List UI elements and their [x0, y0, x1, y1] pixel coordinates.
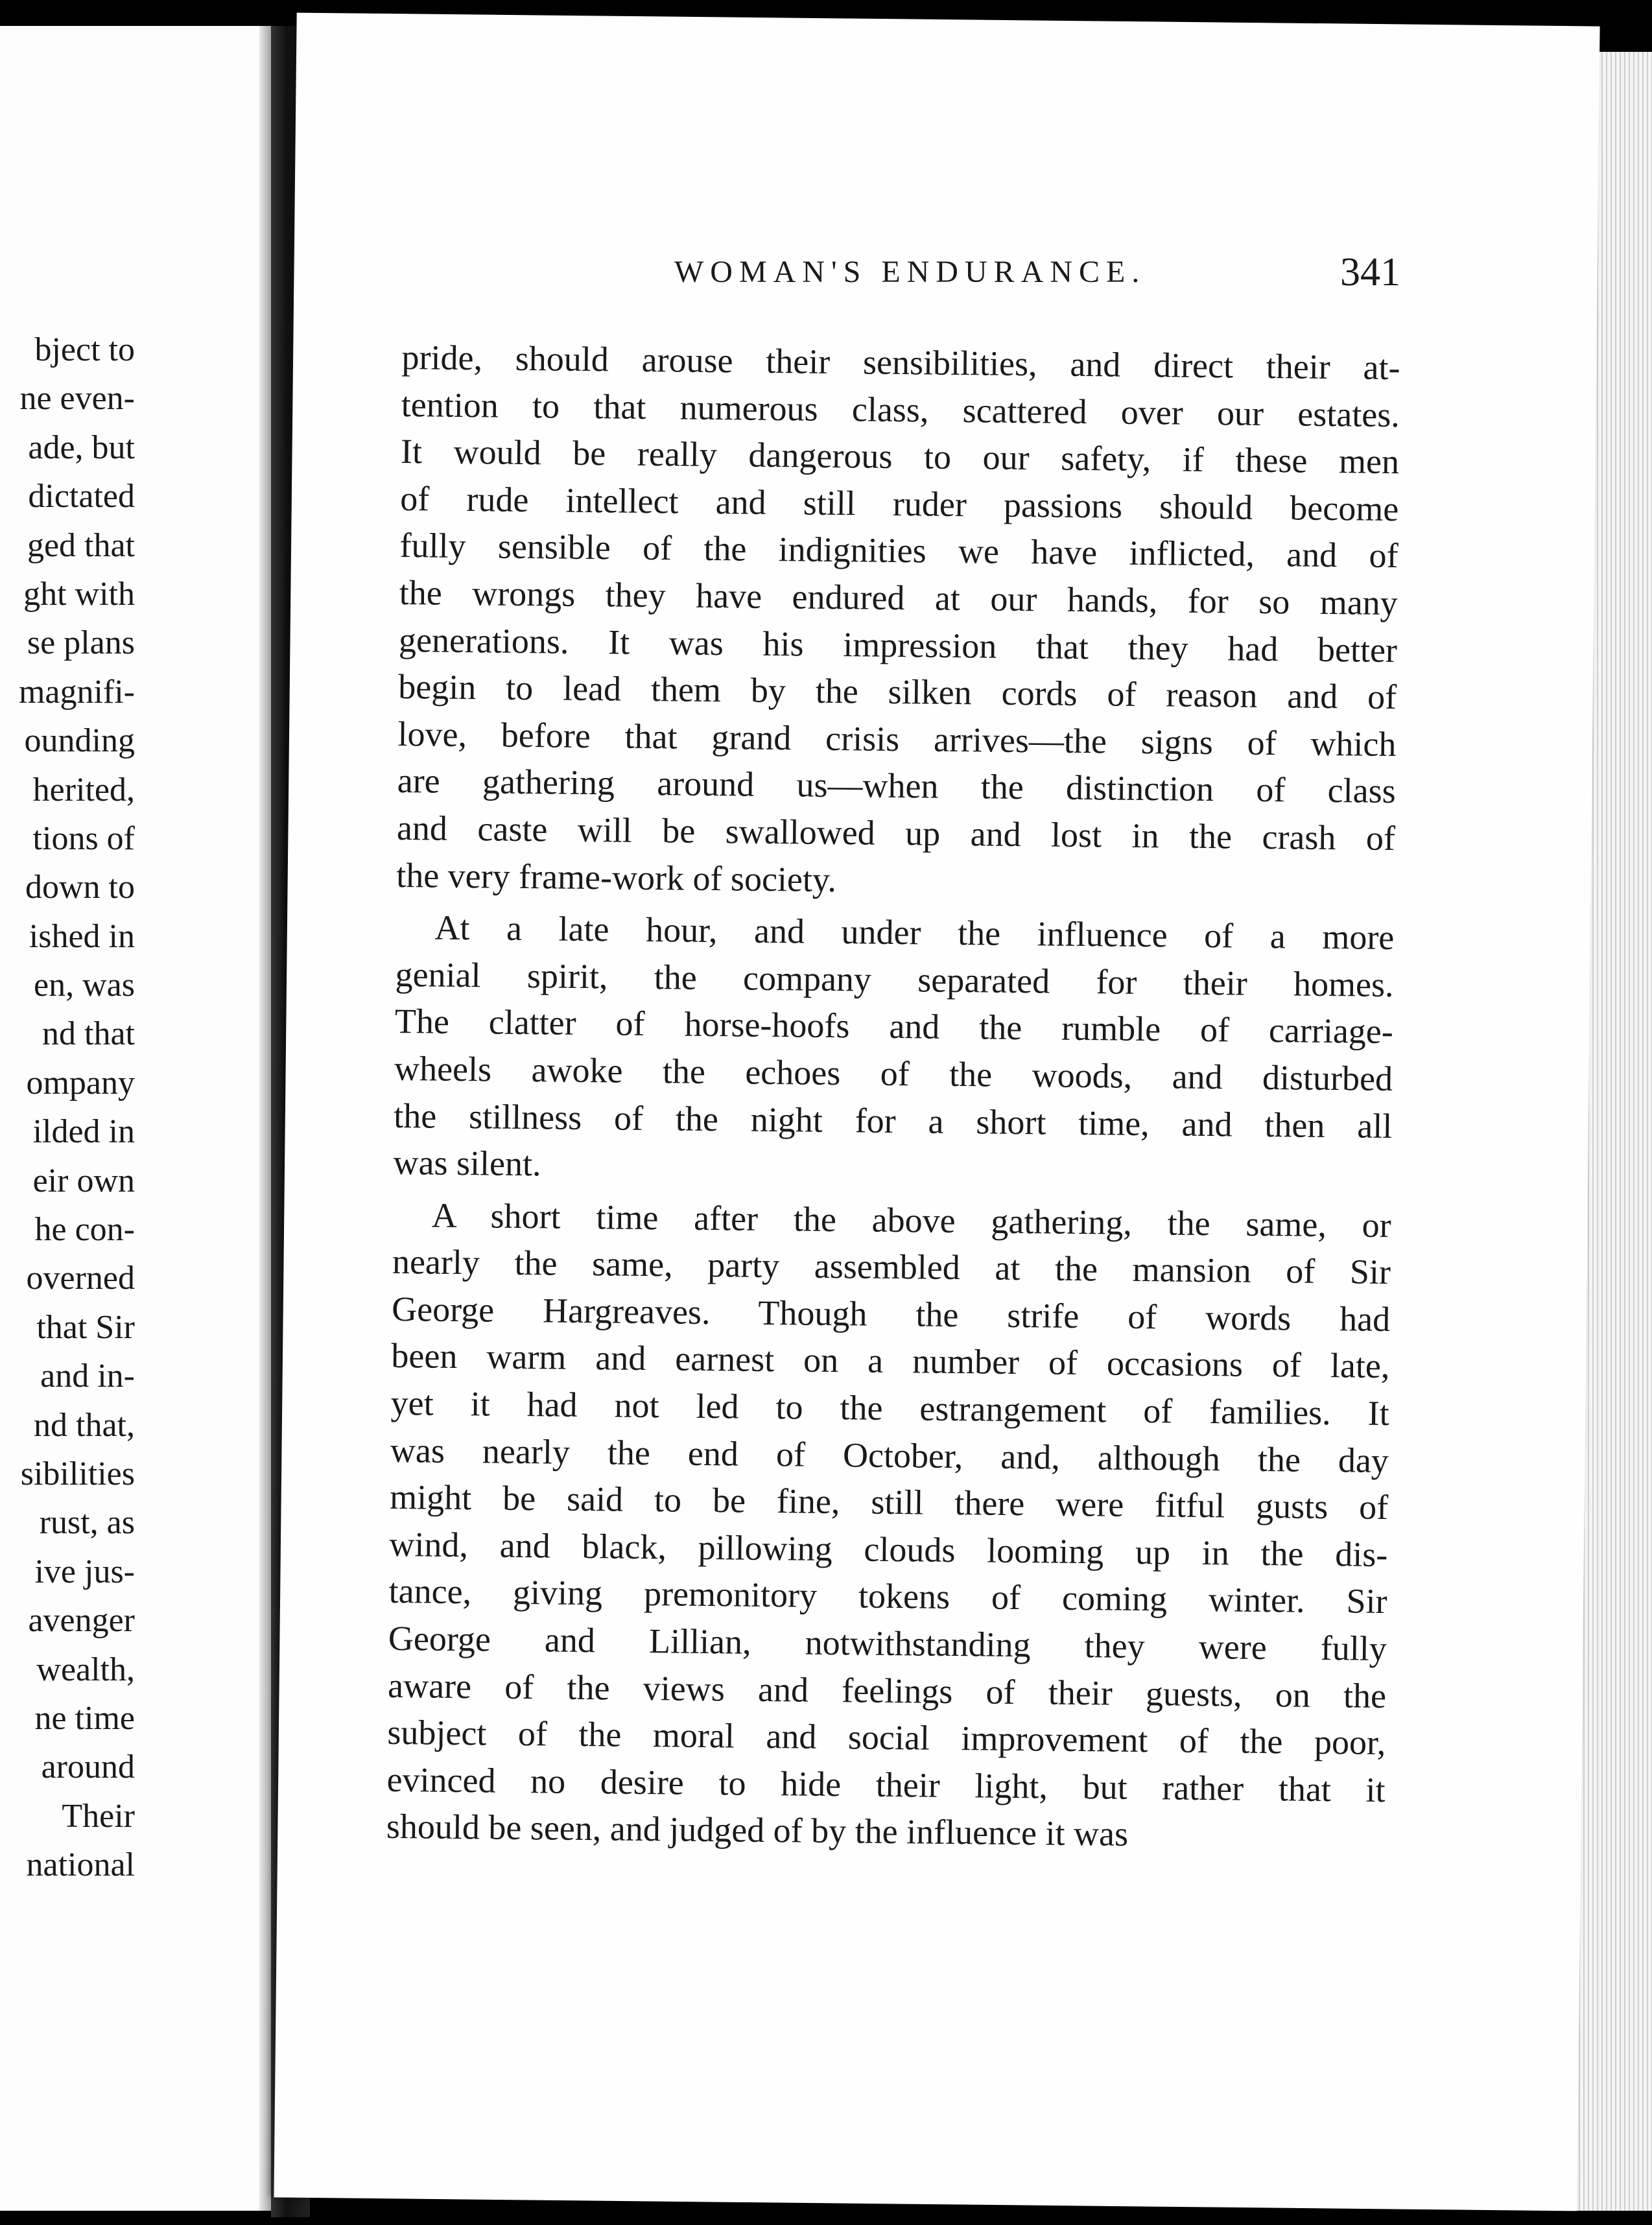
text-line: was silent.: [393, 1143, 541, 1184]
left-page-line: avenger: [28, 1602, 135, 1640]
text-line: the very frame-work of society.: [395, 855, 837, 899]
left-page-line: around: [41, 1748, 135, 1786]
text-line: the wrongs they have endured at our hands, for so many: [399, 572, 1398, 623]
text-line: tance, giving premonitory tokens of coming winter. Sir: [388, 1572, 1387, 1621]
paragraph: [396, 334, 1400, 909]
left-page-line: bject to: [34, 331, 135, 368]
left-page-line: sibilities: [20, 1455, 135, 1492]
text-line: are gathering around us—when the distinction of class: [397, 761, 1397, 811]
text-line: At a late hour, and under the influence of a more: [434, 908, 1395, 958]
left-page-line: ne even-: [19, 380, 135, 418]
text-line: generations. It was his impression that they had better: [398, 620, 1398, 670]
text-line: yet it had not led to the estrangement of families. It: [390, 1383, 1389, 1433]
left-page-line: ished in: [29, 917, 135, 955]
text-line: genial spirit, the company separated for their homes.: [395, 954, 1394, 1004]
text-line: The clatter of horse-hoofs and the rumble of carriage-: [394, 1002, 1394, 1052]
text-line: It would be really dangerous to our safety, if these men: [400, 432, 1400, 482]
left-page-line: down to: [25, 869, 135, 906]
text-line: should be seen, and judged of by the influence it was: [386, 1807, 1129, 1854]
left-page-line: ged that: [27, 526, 135, 564]
text-line: begin to lead them by the silken cords of reason and of: [397, 667, 1397, 717]
left-page-line: nd that: [42, 1015, 135, 1053]
text-line: love, before that grand crisis arrives—the signs of which: [397, 714, 1397, 764]
left-page-line: he con-: [34, 1211, 135, 1249]
paragraph: [393, 904, 1394, 1197]
left-page-line: tions of: [32, 819, 135, 857]
running-title: WOMAN'S ENDURANCE.: [674, 255, 1146, 289]
text-line: subject of the moral and social improvement of the poor,: [387, 1713, 1386, 1763]
text-line: evinced no desire to hide their light, but rather that it: [386, 1760, 1386, 1809]
left-page-line: eir own: [32, 1162, 135, 1199]
left-page-line: herited,: [32, 771, 135, 808]
left-page-line: ilded in: [32, 1113, 135, 1151]
text-line: nearly the same, party assembled at the mansion of Sir: [392, 1242, 1391, 1292]
left-page-line: ive jus-: [34, 1553, 135, 1590]
left-page-line: overned: [26, 1260, 135, 1297]
text-line: been warm and earnest on a number of occasions of late,: [391, 1336, 1390, 1386]
text-line: George and Lillian, notwithstanding they were fully: [388, 1618, 1387, 1669]
text-line: wind, and black, pillowing clouds looming up in the dis-: [389, 1524, 1388, 1574]
left-page-line: en, was: [34, 967, 135, 1004]
left-page-line: and in-: [40, 1358, 135, 1395]
left-page-line: ade, but: [28, 429, 135, 466]
left-page-line: ne time: [34, 1699, 135, 1737]
left-page-line: ght with: [23, 575, 135, 613]
left-page-line: rust, as: [39, 1504, 135, 1542]
left-page-line: that Sir: [36, 1308, 135, 1346]
left-page-line: ounding: [24, 722, 135, 760]
left-facing-page: [0, 26, 272, 2211]
left-page-line: wealth,: [36, 1651, 135, 1688]
text-line: the stillness of the night for a short time, and then all: [394, 1096, 1393, 1146]
text-line: George Hargreaves. Though the strife of words had: [391, 1289, 1391, 1339]
running-header: [389, 246, 1400, 298]
paragraph: [386, 1192, 1392, 1861]
left-page-line: nd that,: [34, 1406, 135, 1444]
left-page-line: se plans: [27, 624, 135, 662]
body-text: [386, 334, 1400, 1861]
text-line: wheels awoke the echoes of the woods, and disturbed: [394, 1048, 1393, 1098]
text-line: of rude intellect and still ruder passions should become: [400, 478, 1399, 528]
text-line: fully sensible of the indignities we have inflicted, and of: [399, 526, 1398, 576]
text-line: was nearly the end of October, and, although the day: [390, 1430, 1389, 1480]
left-page-line: Their: [62, 1797, 135, 1835]
text-line: aware of the views and feelings of their guests, on the: [387, 1666, 1387, 1715]
left-page-line: ompany: [26, 1064, 135, 1101]
left-page-line: national: [26, 1846, 135, 1884]
left-page-line: magnifi-: [18, 673, 135, 711]
text-line: A short time after the above gathering, the same, or: [431, 1195, 1392, 1245]
text-line: and caste will be swallowed up and lost in the crash of: [396, 808, 1396, 858]
left-page-text-fragments: [0, 325, 135, 1890]
page-number: 341: [1340, 250, 1400, 294]
text-line: might be said to be fine, still there were fitful gusts of: [389, 1477, 1389, 1527]
text-line: tention to that numerous class, scattered over our estates.: [401, 384, 1400, 434]
text-line: pride, should arouse their sensibilities, and direct their at-: [401, 337, 1400, 388]
left-page-line: dictated: [28, 478, 135, 515]
